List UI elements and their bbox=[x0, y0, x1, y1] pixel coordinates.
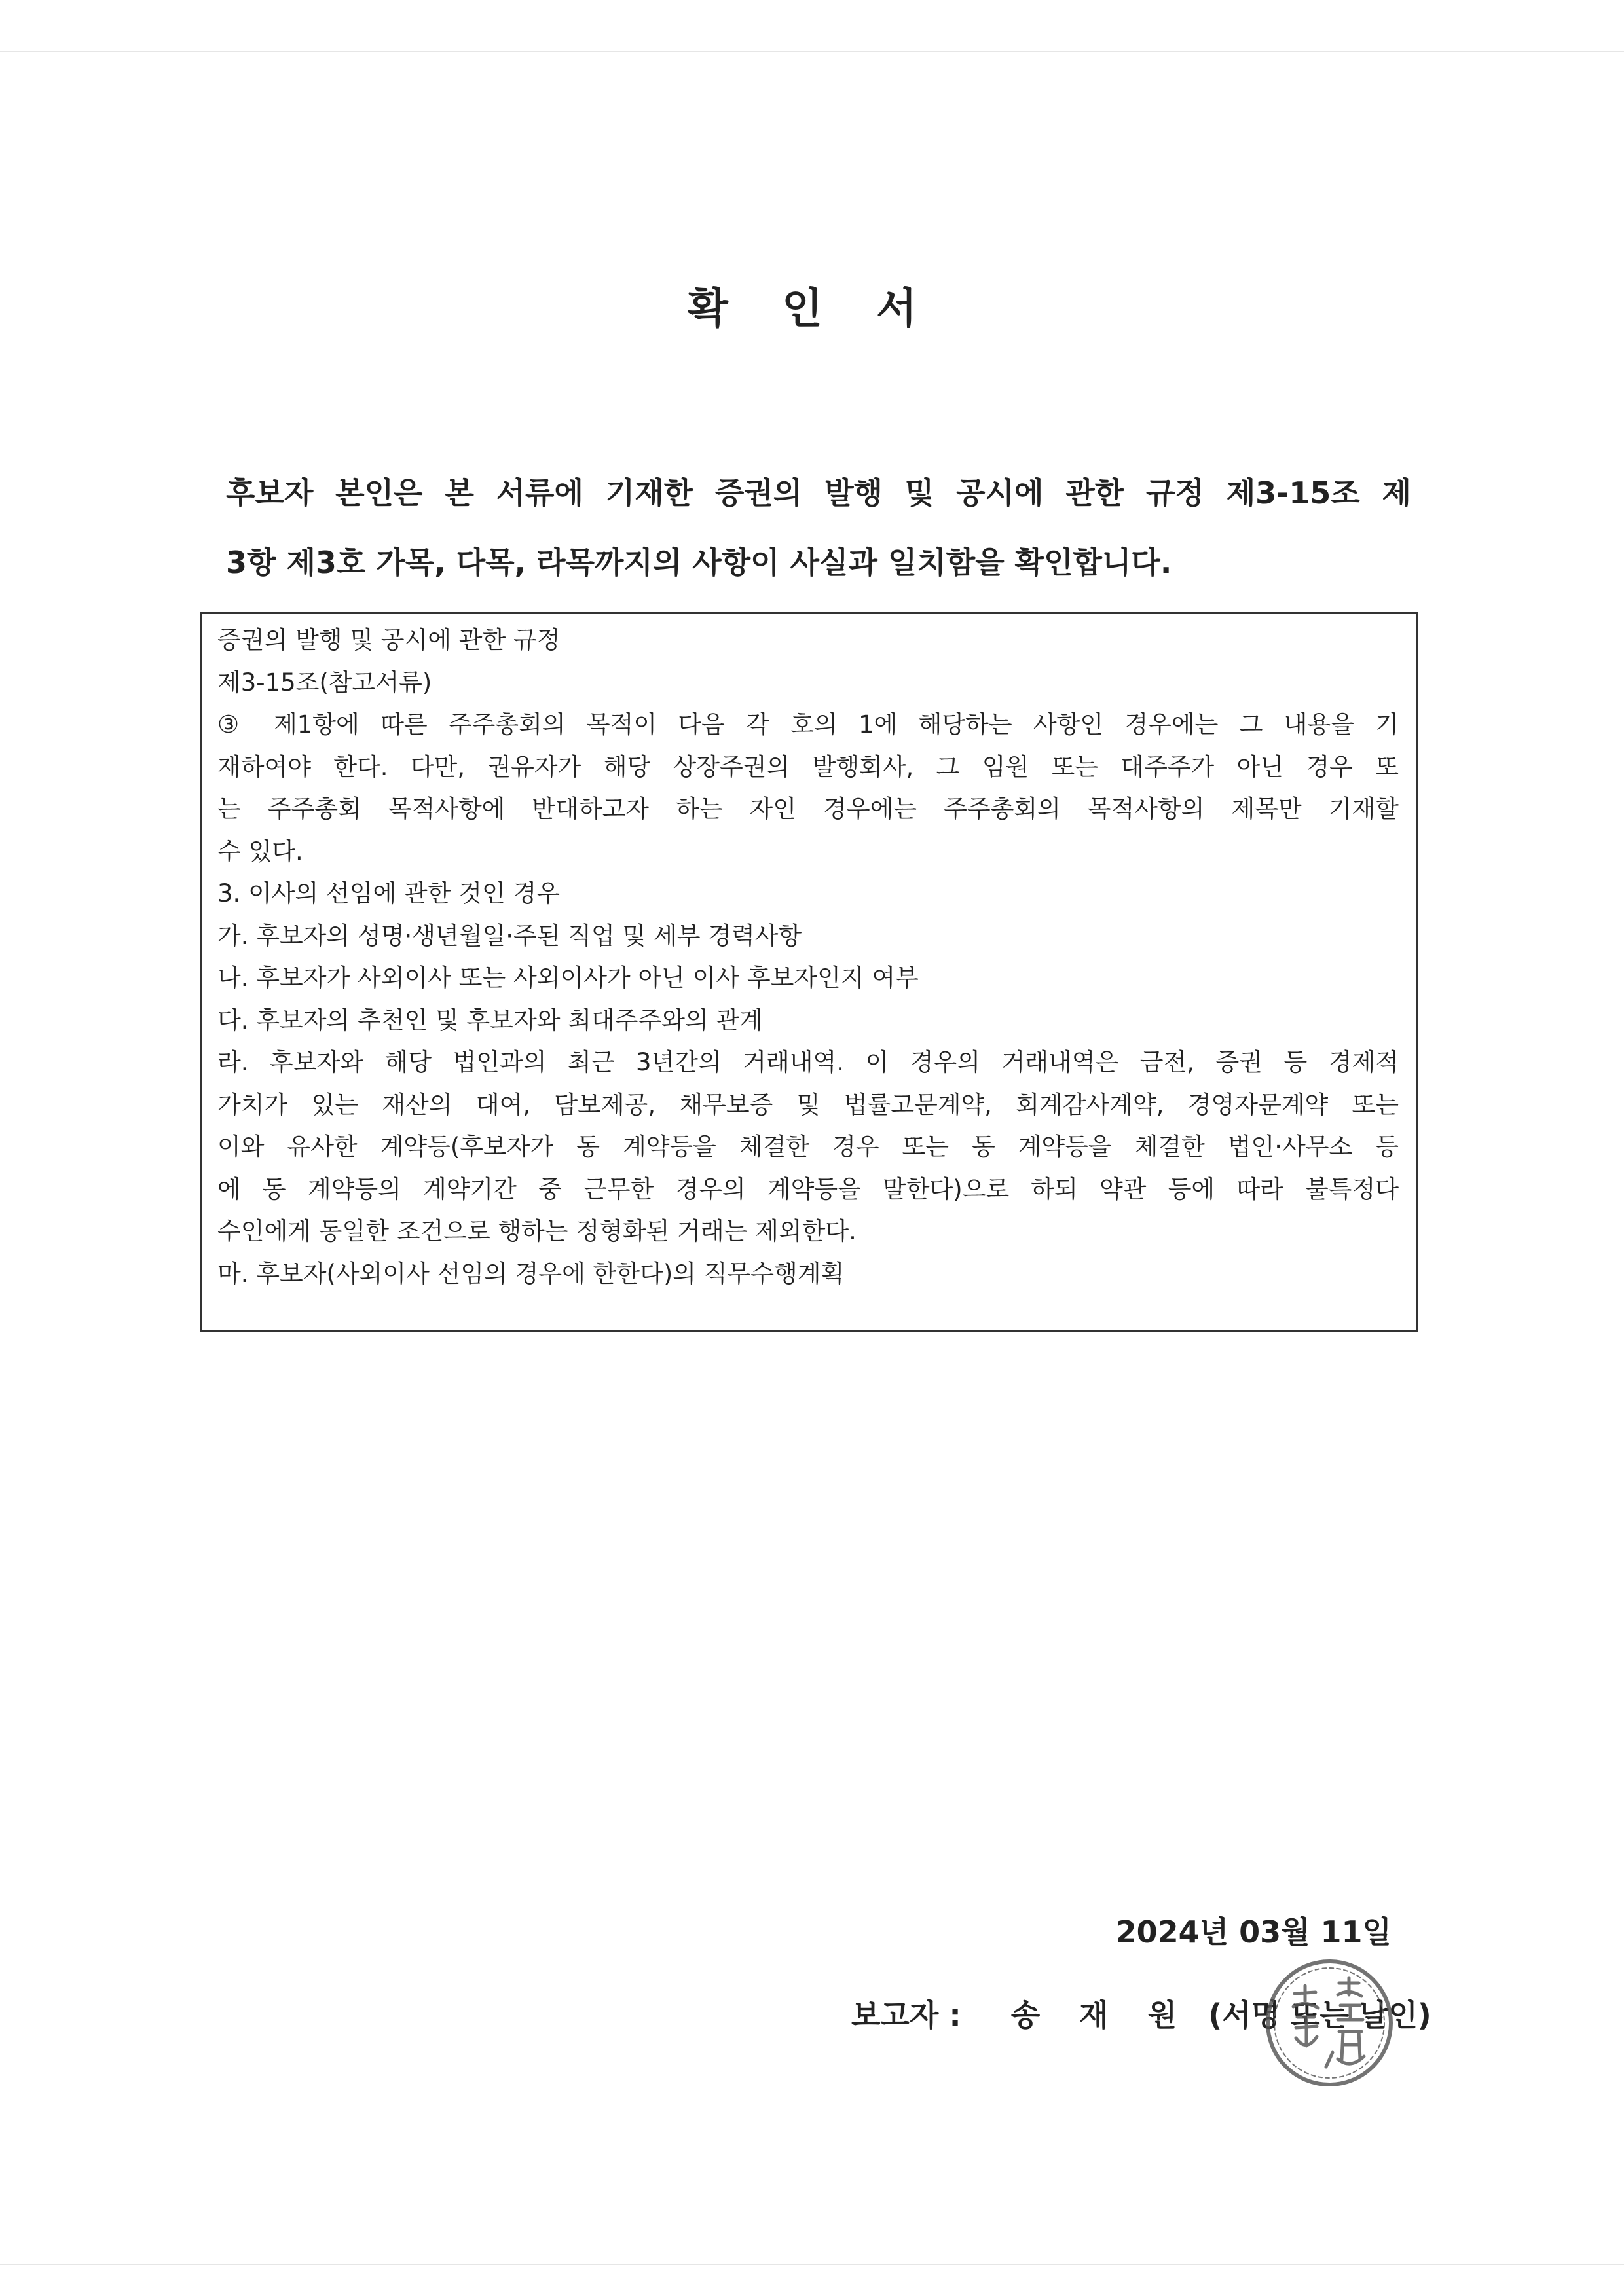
reporter-label: 보고자 : bbox=[851, 1997, 961, 2033]
rule-line: 가치가 있는 재산의 대여, 담보제공, 채무보증 및 법률고문계약, 회계감사계약, 경영자문계약 또는 bbox=[217, 1090, 1399, 1119]
seal-stamp-icon bbox=[1261, 1954, 1398, 2092]
rule-line: 가. 후보자의 성명·생년월일·주된 직업 및 세부 경력사항 bbox=[217, 921, 802, 950]
rule-line: 수 있다. bbox=[217, 837, 303, 866]
statement-line-1: 후보자 본인은 본 서류에 기재한 증권의 발행 및 공시에 관한 규정 제3-15조 제 bbox=[226, 475, 1411, 511]
rule-line: 재하여야 한다. 다만, 권유자가 해당 상장주권의 발행회사, 그 임원 또는 대주주가 아닌 경우 또 bbox=[217, 752, 1399, 781]
rule-line: 이와 유사한 계약등(후보자가 동 계약등을 체결한 경우 또는 동 계약등을 체결한 법인·사무소 등 bbox=[217, 1133, 1399, 1161]
rule-line: 다. 후보자의 추천인 및 후보자와 최대주주와의 관계 bbox=[217, 1006, 763, 1034]
confirmation-statement bbox=[226, 458, 1411, 597]
sign-note: (서명 또는 날인) bbox=[1208, 1997, 1431, 2033]
scan-bottom-edge bbox=[0, 2264, 1624, 2265]
rule-line: 나. 후보자가 사외이사 또는 사외이사가 아닌 이사 후보자인지 여부 bbox=[217, 964, 919, 992]
document-date: 2024년 03월 11일 bbox=[1115, 1914, 1392, 1950]
regulation-excerpt-box bbox=[200, 612, 1418, 1332]
rule-line: 마. 후보자(사외이사 선임의 경우에 한한다)의 직무수행계획 bbox=[217, 1259, 845, 1288]
rule-line: 수인에게 동일한 조건으로 행하는 정형화된 거래는 제외한다. bbox=[217, 1217, 857, 1245]
rule-line: ③ 제1항에 따른 주주총회의 목적이 다음 각 호의 1에 해당하는 사항인 경우에는 그 내용을 기 bbox=[217, 710, 1399, 738]
statement-line-2: 3항 제3호 가목, 다목, 라목까지의 사항이 사실과 일치함을 확인합니다. bbox=[226, 545, 1172, 580]
scan-top-edge bbox=[0, 51, 1624, 52]
rule-line: 라. 후보자와 해당 법인과의 최근 3년간의 거래내역. 이 경우의 거래내역은 금전, 증권 등 경제적 bbox=[217, 1048, 1399, 1076]
rule-line: 에 동 계약등의 계약기간 중 근무한 경우의 계약등을 말한다)으로 하되 약관 등에 따라 불특정다 bbox=[217, 1175, 1399, 1203]
rule-line: 제3-15조(참고서류) bbox=[217, 668, 432, 697]
document-title: 확 인 서 bbox=[687, 285, 937, 333]
rule-line: 증권의 발행 및 공시에 관한 규정 bbox=[217, 626, 561, 654]
rule-line: 는 주주총회 목적사항에 반대하고자 하는 자인 경우에는 주주총회의 목적사항의 제목만 기재할 bbox=[217, 795, 1399, 823]
reporter-name: 송 재 원 bbox=[1010, 1997, 1192, 2033]
rule-line: 3. 이사의 선임에 관한 것인 경우 bbox=[217, 879, 561, 907]
